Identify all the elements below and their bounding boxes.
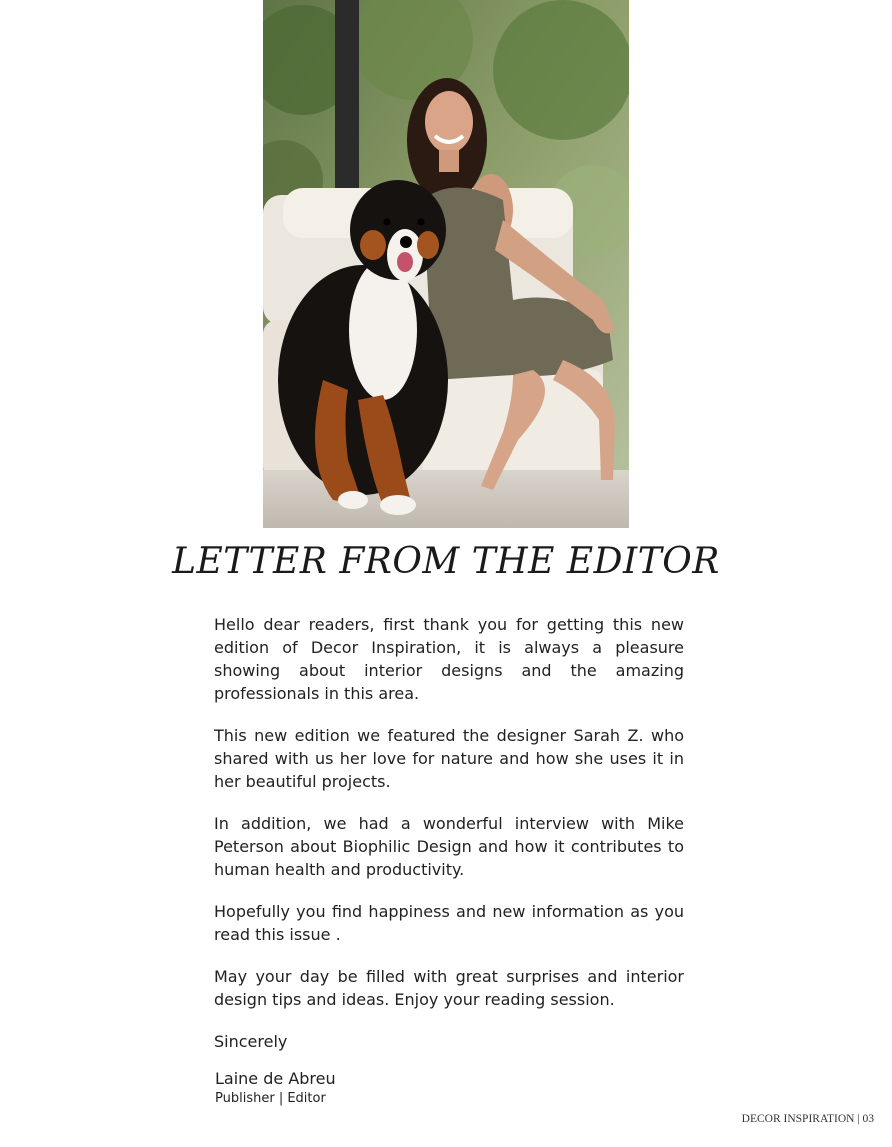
paragraph: This new edition we featured the designer Sarah Z. who shared with us her love for nature and how she uses it in her beautiful projects.	[214, 726, 684, 791]
page-footer: DECOR INSPIRATION | 03	[741, 1113, 874, 1125]
paragraph: In addition, we had a wonderful interview with Mike Peterson about Biophilic Design and how it contributes to human health and productivity.	[214, 814, 684, 879]
signature	[215, 1068, 336, 1107]
paragraph: May your day be filled with great surprises and interior design tips and ideas. Enjoy your reading session.	[214, 967, 684, 1009]
paragraph: Hello dear readers, first thank you for getting this new edition of Decor Inspiration, it is always a pleasure showing about interior designs and the amazing professionals in this area.	[214, 615, 684, 703]
signature-name: Laine de Abreu	[215, 1069, 336, 1088]
letter-body	[214, 613, 684, 1072]
closing: Sincerely	[214, 1032, 288, 1051]
editor-photo	[263, 0, 629, 528]
paragraph: Hopefully you find happiness and new information as you read this issue .	[214, 902, 684, 944]
page-title: LETTER FROM THE EDITOR	[172, 541, 720, 582]
editor-photo-icon	[263, 0, 629, 528]
signature-role: Publisher | Editor	[215, 1091, 326, 1106]
